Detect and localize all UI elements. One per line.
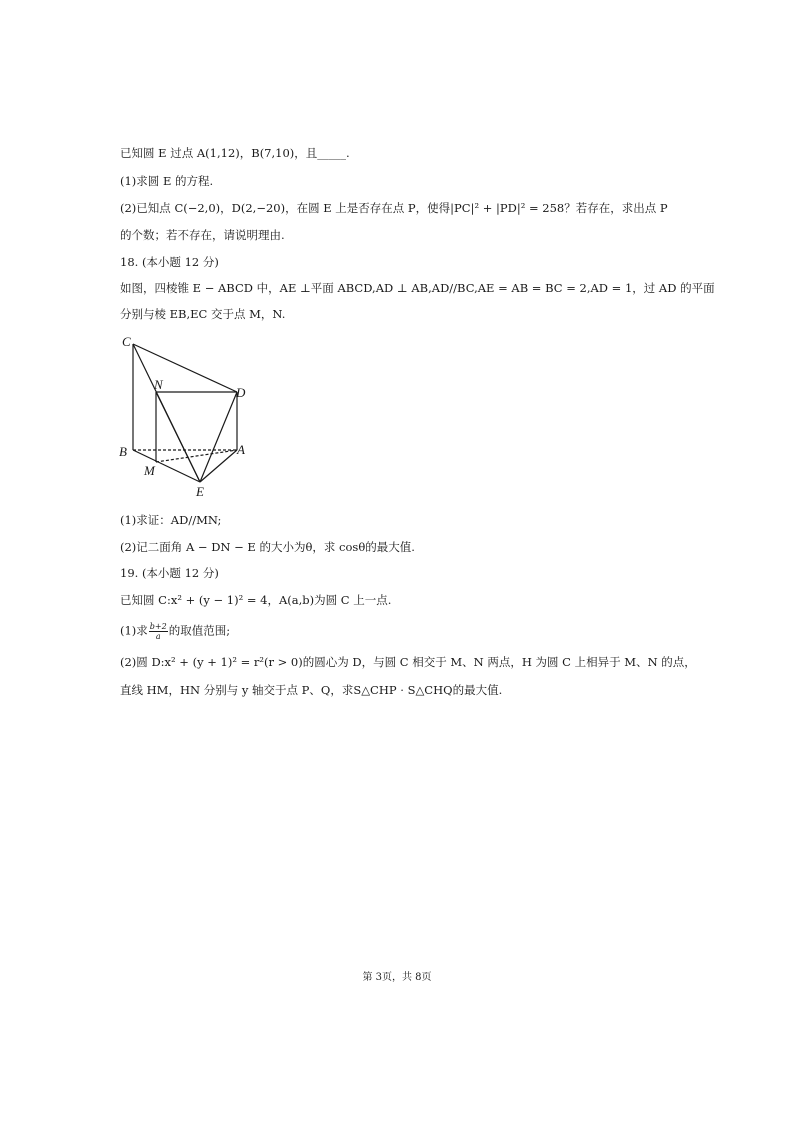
intro-line: 已知圆 E 过点 A(1,12)，B(7,10)，且_____. bbox=[120, 146, 350, 160]
intro-question-2-line-2: 的个数；若不存在，请说明理由. bbox=[120, 228, 285, 242]
page-footer: 第 3页，共 8页 bbox=[362, 972, 432, 983]
label-a: A bbox=[237, 442, 245, 457]
fraction bbox=[149, 622, 168, 641]
problem-18-heading: 18. (本小题 12 分) bbox=[120, 255, 219, 269]
edge-cd bbox=[133, 344, 237, 392]
problem-18-stem-line-2: 分别与棱 EB,EC 交于点 M，N. bbox=[120, 307, 286, 321]
segment-de bbox=[200, 392, 237, 482]
problem-18-stem-line-1: 如图，四棱锥 E − ABCD 中，AE ⊥平面 ABCD,AD ⊥ AB,AD//BC,AE = AB = BC = 2,AD = 1，过 AD 的平面 bbox=[120, 281, 715, 295]
label-m: M bbox=[144, 463, 155, 478]
problem-18-question-2: (2)记二面角 A − DN − E 的大小为θ，求 cosθ的最大值. bbox=[120, 540, 415, 554]
label-c: C bbox=[122, 334, 131, 349]
problem-19-question-2-line-2: 直线 HM，HN 分别与 y 轴交于点 P、Q，求S△CHP · S△CHQ的最大值. bbox=[120, 683, 503, 697]
fraction-denominator: a bbox=[155, 632, 161, 641]
problem-19-question-2-line-1: (2)圆 D:x² + (y + 1)² = r²(r > 0)的圆心为 D，与圆 C 相交于 M、N 两点，H 为圆 C 上相异于 M、N 的点， bbox=[120, 655, 696, 669]
segment-ne bbox=[156, 392, 200, 482]
problem-19-heading: 19. (本小题 12 分) bbox=[120, 566, 219, 580]
label-b: B bbox=[119, 444, 127, 459]
q1-prefix: (1)求 bbox=[120, 623, 148, 638]
q1-suffix: 的取值范围; bbox=[168, 623, 231, 638]
fraction-numerator: b+2 bbox=[149, 622, 167, 631]
problem-18-question-1: (1)求证：AD//MN; bbox=[120, 513, 222, 527]
intro-question-2-line-1: (2)已知点 C(−2,0)，D(2,−20)，在圆 E 上是否存在点 P，使得|PC|² + |PD|² = 258？若存在，求出点 P bbox=[120, 201, 668, 215]
label-d: D bbox=[236, 385, 246, 400]
intro-question-1: (1)求圆 E 的方程. bbox=[120, 174, 214, 188]
label-e: E bbox=[196, 484, 204, 499]
problem-19-question-1 bbox=[120, 622, 230, 641]
problem-19-stem: 已知圆 C:x² + (y − 1)² = 4，A(a,b)为圆 C 上一点. bbox=[120, 593, 392, 607]
label-n: N bbox=[154, 377, 163, 392]
pyramid-figure bbox=[116, 330, 266, 505]
